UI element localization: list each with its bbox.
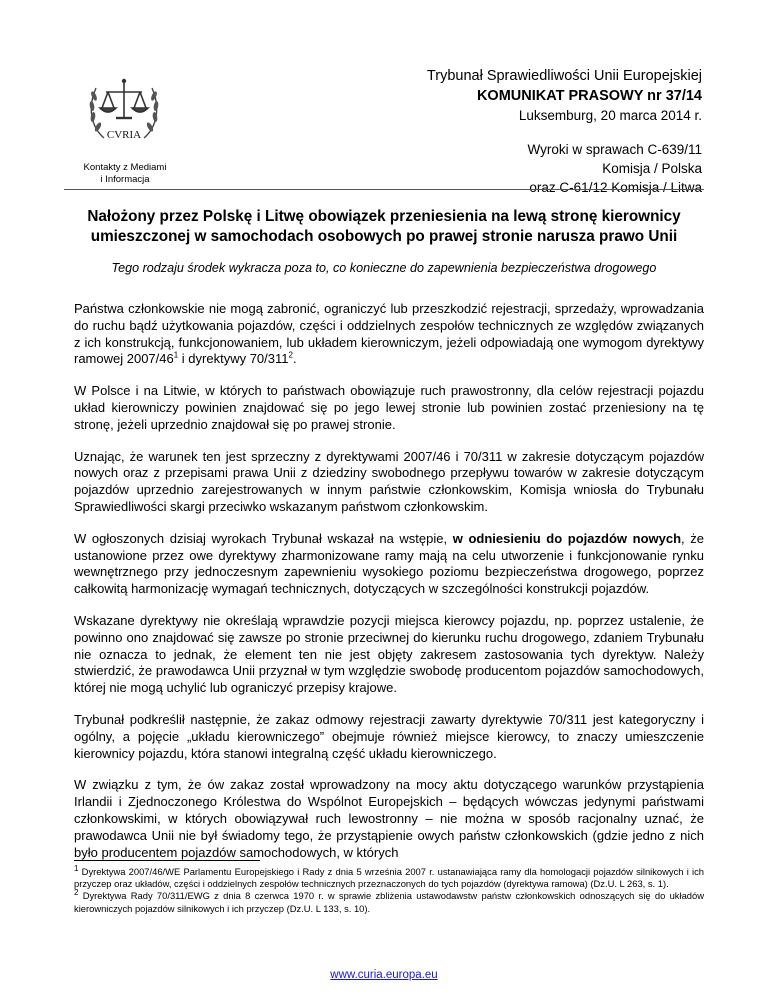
header-divider	[64, 189, 704, 190]
dateline: Luksemburg, 20 marca 2014 r.	[518, 108, 702, 123]
case-reference-2: Komisja / Polska	[602, 161, 702, 176]
footnote-2: $^2$ Dyrektywa Rady 70/311/EWG z dnia 8 czerwca 1970 r. w sprawie zbliżenia ustawodawstw państw członkowskich odnoszących się do układów kierowniczych pojazdów silnikowych i ich przyczep (Dz.U. L 133, s. 10).	[74, 888, 704, 914]
contact-line-2: i Informacja	[100, 174, 150, 185]
press-release-header	[427, 66, 702, 197]
emphasis-new-vehicles: w odniesieniu do pojazdów nowych	[452, 530, 682, 546]
headline	[64, 207, 704, 247]
paragraph-4: W ogłoszonych dzisiaj wyrokach Trybunał wskazał na wstępie, w odniesieniu do pojazdów nowych, że ustanowione przez owe dyrektywy zharmonizowane ramy mają na celu utworzenie i funkcjonowanie rynku wewnętrznego przy jednoczesnym zapewnieniu wysokiego poziomu bezpieczeństwa drogowego, poprzez całkowitą harmonizację wymagań technicznych, dotyczących w szczególności konstrukcji pojazdów.	[74, 530, 704, 597]
paragraph-6: Trybunał podkreślił następnie, że zakaz odmowy rejestracji zawarty dyrektywie 70/311 jest kategoryczny i ogólny, a pojęcie „układu kierowniczego” obejmuje również miejsce kierowcy, to znaczy umieszczenie kierownicy pojazdu, która stanowi integralną część układu kierowniczego.	[74, 711, 704, 761]
court-name: Trybunał Sprawiedliwości Unii Europejskiej	[426, 68, 702, 84]
paragraph-1: Państwa członkowskie nie mogą zabronić, ograniczyć lub przeszkodzić rejestracji, sprzedaży, wprowadzania do ruchu bądź użytkowania pojazdów, części i oddzielnych zespołów technicznych ze względów związanych z ich konstrukcją, funkcjonowaniem, lub układem kierowniczym, jeżeli odpowiadają one wymogom dyrektywy ramowej $2007/46^1$ i dyrektywy $70/311^2$.	[74, 301, 704, 367]
website-link[interactable]: www.curia.europa.eu	[330, 969, 438, 981]
paragraph-5: Wskazane dyrektywy nie określają wprawdzie pozycji miejsca kierowcy pojazdu, np. poprzez ustalenie, że powinno ono znajdować się zawsze po stronie przeciwnej do kierunku ruchu drogowego, zdaniem Trybunału nie oznacza to jednak, że element ten nie jest objęty zakresem zastosowania tych dyrektyw. Należy stwierdzić, że prawodawca Unii przyznał w tym względzie swobodę producentom pojazdów samochodowych, której nie mogą uchylić lub ograniczyć przepisy krajowe.	[74, 612, 704, 696]
headline-line-1: Nałożony przez Polskę i Litwę obowiązek przeniesienia na lewą stronę kierownicy	[87, 208, 681, 225]
press-release-number: KOMUNIKAT PRASOWY nr 37/14	[476, 88, 702, 104]
case-reference-1: Wyroki w sprawach C-639/11	[527, 142, 702, 157]
footnote-ref-1: 1	[173, 351, 179, 361]
headline-line-2: umieszczonej w samochodach osobowych po prawej stronie narusza prawo Unii	[90, 228, 678, 245]
curia-logo	[82, 72, 166, 156]
contact-line-1: Kontakty z Mediami	[83, 162, 167, 173]
footnote-divider	[74, 860, 260, 861]
media-contact-label	[70, 162, 180, 186]
paragraph-7: W związku z tym, że ów zakaz został wprowadzony na mocy aktu dotyczącego warunków przystąpienia Irlandii i Zjednoczonego Królestwa do Wspólnot Europejskich – będących wówczas jedynymi państwami członkowskimi, w których obowiązywał ruch lewostronny – nie można w sposób racjonalny uznać, że prawodawca Unii nie był świadomy tego, że przystąpienie owych państw członkowskich (gdzie jedno z nich było producentem pojazdów samochodowych, w których	[74, 777, 704, 860]
paragraph-2: W Polsce i na Litwie, w których to państwach obowiązuje ruch prawostronny, dla celów rejestracji pojazdu układ kierowniczy powinien znajdować się po jego lewej stronie lub powinien zostać przeniesiony na tę stronę, jeżeli uprzednio znajdował się po prawej stronie.	[74, 383, 704, 432]
footnotes	[74, 863, 704, 915]
footnote-1: $^1$ Dyrektywa 2007/46/WE Parlamentu Europejskiego i Rady z dnia 5 września 2007 r. ustanawiająca ramy dla homologacji pojazdów silnikowych i ich przyczep oraz układów, części i oddzielnych zespołów technicznych przeznaczonych do tych pojazdów (dyrektywa ramowa) (Dz.U. L 263, s. 1).	[74, 863, 704, 890]
footnote-ref-2: 2	[288, 351, 293, 361]
case-reference-3: oraz C-61/12 Komisja / Litwa	[529, 180, 702, 195]
svg-text:CVRIA: CVRIA	[106, 129, 142, 141]
article-body	[74, 301, 704, 876]
subheadline: Tego rodzaju środek wykracza poza to, co konieczne do zapewnienia bezpieczeństwa drogowego	[111, 261, 657, 275]
paragraph-3: Uznając, że warunek ten jest sprzeczny z dyrektywami 2007/46 i 70/311 w zakresie dotyczącym pojazdów nowych oraz z przepisami prawa Unii z dziedziny swobodnego przepływu towarów w zakresie dotyczącym pojazdów uprzednio zarejestrowanych w innym państwie członkowskim, Komisja wniosła do Trybunału Sprawiedliwości skargi przeciwko wskazanym państwom członkowskim.	[74, 448, 704, 514]
scales-of-justice-emblem-icon	[82, 72, 166, 156]
